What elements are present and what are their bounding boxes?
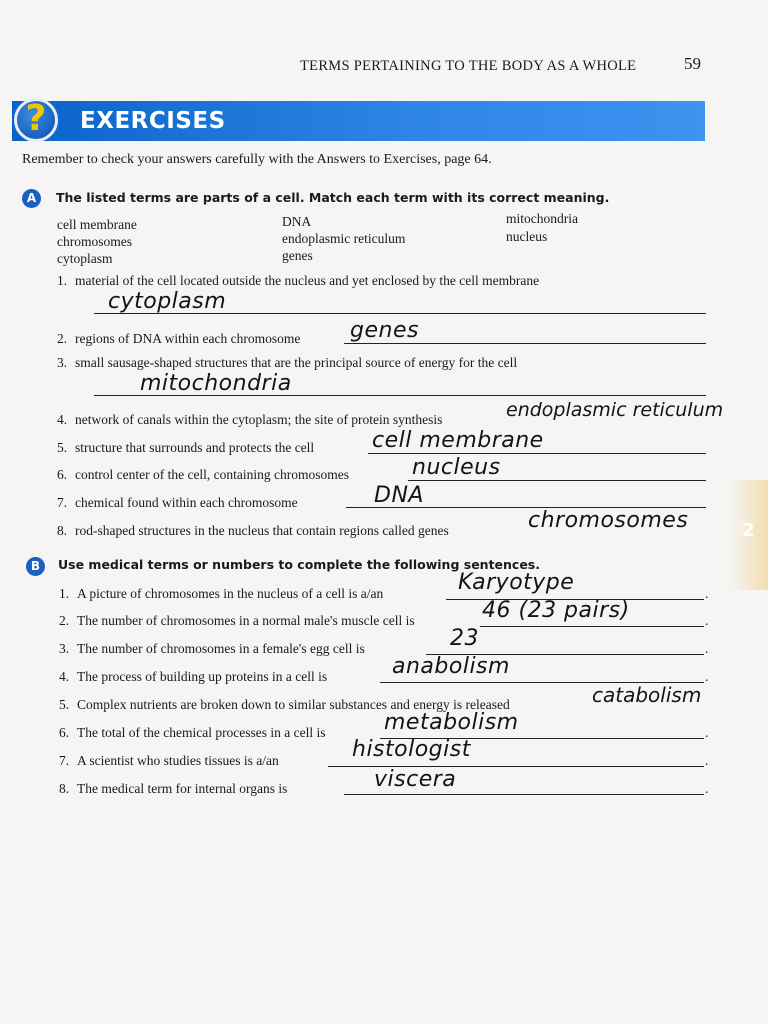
question-a8: 8. rod-shaped structures in the nucleus that contain regions called genes	[57, 523, 449, 538]
term-item: chromosomes	[57, 234, 132, 249]
question-a2: 2. regions of DNA within each chromosome	[57, 331, 301, 346]
chapter-side-tab: 2	[730, 480, 768, 590]
answer-a1[interactable]: cytoplasm	[108, 289, 227, 314]
term-item: mitochondria	[506, 211, 578, 226]
answer-b1[interactable]: Karyotype	[458, 570, 575, 595]
answer-a7[interactable]: DNA	[374, 483, 424, 508]
question-mark-icon: ?	[14, 98, 58, 142]
question-b5: 5. Complex nutrients are broken down to similar substances and energy is released	[59, 697, 510, 712]
answer-line	[480, 626, 704, 627]
answer-a6[interactable]: nucleus	[412, 455, 501, 480]
question-b1: 1. A picture of chromosomes in the nucleus of a cell is a/an	[59, 586, 384, 601]
answer-line	[344, 343, 706, 344]
question-a3: 3. small sausage-shaped structures that are the principal source of energy for the cell	[57, 355, 518, 370]
answer-a5[interactable]: cell membrane	[372, 428, 544, 453]
running-head: TERMS PERTAINING TO THE BODY AS A WHOLE	[300, 58, 637, 74]
term-item: nucleus	[506, 229, 548, 244]
answer-b2[interactable]: 46 (23 pairs)	[482, 598, 630, 623]
section-a-instruction: The listed terms are parts of a cell. Match each term with its correct meaning.	[56, 190, 610, 205]
question-a5: 5. structure that surrounds and protects the cell	[57, 440, 315, 455]
answer-b6[interactable]: metabolism	[384, 710, 519, 735]
term-item: cytoplasm	[57, 251, 113, 266]
answer-line	[408, 480, 706, 481]
term-item: DNA	[282, 214, 312, 229]
question-a7: 7. chemical found within each chromosome	[57, 495, 298, 510]
section-b-instruction: Use medical terms or numbers to complete the following sentences.	[58, 557, 540, 572]
question-a6: 6. control center of the cell, containing chromosomes	[57, 467, 350, 482]
answer-a2[interactable]: genes	[350, 318, 419, 343]
answer-b5[interactable]: catabolism	[592, 683, 702, 707]
question-b6: 6. The total of the chemical processes in a cell is	[59, 725, 326, 740]
question-b7: 7. A scientist who studies tissues is a/an	[59, 753, 279, 768]
answer-a3[interactable]: mitochondria	[140, 371, 292, 396]
answer-a4[interactable]: endoplasmic reticulum	[506, 399, 724, 421]
section-b-badge: B	[26, 557, 45, 576]
banner-title: EXERCISES	[80, 108, 226, 134]
answer-b7[interactable]: histologist	[352, 737, 471, 762]
question-b2: 2. The number of chromosomes in a normal male's muscle cell is	[59, 613, 415, 628]
answer-b3[interactable]: 23	[450, 626, 479, 651]
question-b8: 8. The medical term for internal organs is	[59, 781, 288, 796]
answer-a8[interactable]: chromosomes	[528, 508, 689, 533]
answer-b4[interactable]: anabolism	[392, 654, 510, 679]
worksheet-page: TERMS PERTAINING TO THE BODY AS A WHOLE 59 ? EXERCISES Remember to check your answers carefully with the Answers to Exercises, page 64. 2 A The listed terms are parts of a cell. Match each term with its correct meaning. cell membrane chromosomes cytoplasm DNA endoplasmic reticulum genes mitochondria nucleus 1. material of the cell located outside the nucleus and yet enclosed by the cell membrane cytoplasm 2. regions of DNA within each chromosome genes 3. small sausage-shaped structures that are the principal source of energy for the cell mitochondria 4. network of canals within the cytoplasm; the site of protein synthesis endoplasmic reticulum 5. structure that surrounds and protects the cell cell membrane 6. control center of the cell, containing chromosomes nucleus 7. chemical found within each chromosome DNA 8. rod-shaped structures in the nucleus that contain regions called genes chromosomes B Use medical terms or numbers to complete the following sentences. 1. A picture of chromosomes in the nucleus of a cell is a/an . Karyotype 2. The number of chromosomes in a normal male's muscle cell is . 46 (23 pairs) 3. The number of chromosomes in a female's egg cell is . 23 4. The process of building up proteins in a cell is . anabolism 5. Complex nutrients are broken down to similar substances and energy is released catabolism 6. The total of the chemical processes in a cell is . metabolism 7. A scientist who studies tissues is a/an . histologist 8. The medical term for internal organs is . viscera	[0, 0, 768, 1024]
answer-line	[344, 794, 704, 795]
answer-line	[368, 453, 706, 454]
page-number: 59	[684, 54, 701, 73]
term-item: genes	[282, 248, 313, 263]
term-item: endoplasmic reticulum	[282, 231, 406, 246]
question-b4: 4. The process of building up proteins in a cell is	[59, 669, 328, 684]
term-item: cell membrane	[57, 217, 137, 232]
question-a4: 4. network of canals within the cytoplasm; the site of protein synthesis	[57, 412, 443, 427]
question-a1: 1. material of the cell located outside the nucleus and yet enclosed by the cell membrane	[57, 273, 540, 288]
section-a-badge: A	[22, 189, 41, 208]
reminder-text: Remember to check your answers carefully with the Answers to Exercises, page 64.	[22, 152, 492, 167]
question-b3: 3. The number of chromosomes in a female's egg cell is	[59, 641, 365, 656]
answer-b8[interactable]: viscera	[374, 767, 457, 792]
